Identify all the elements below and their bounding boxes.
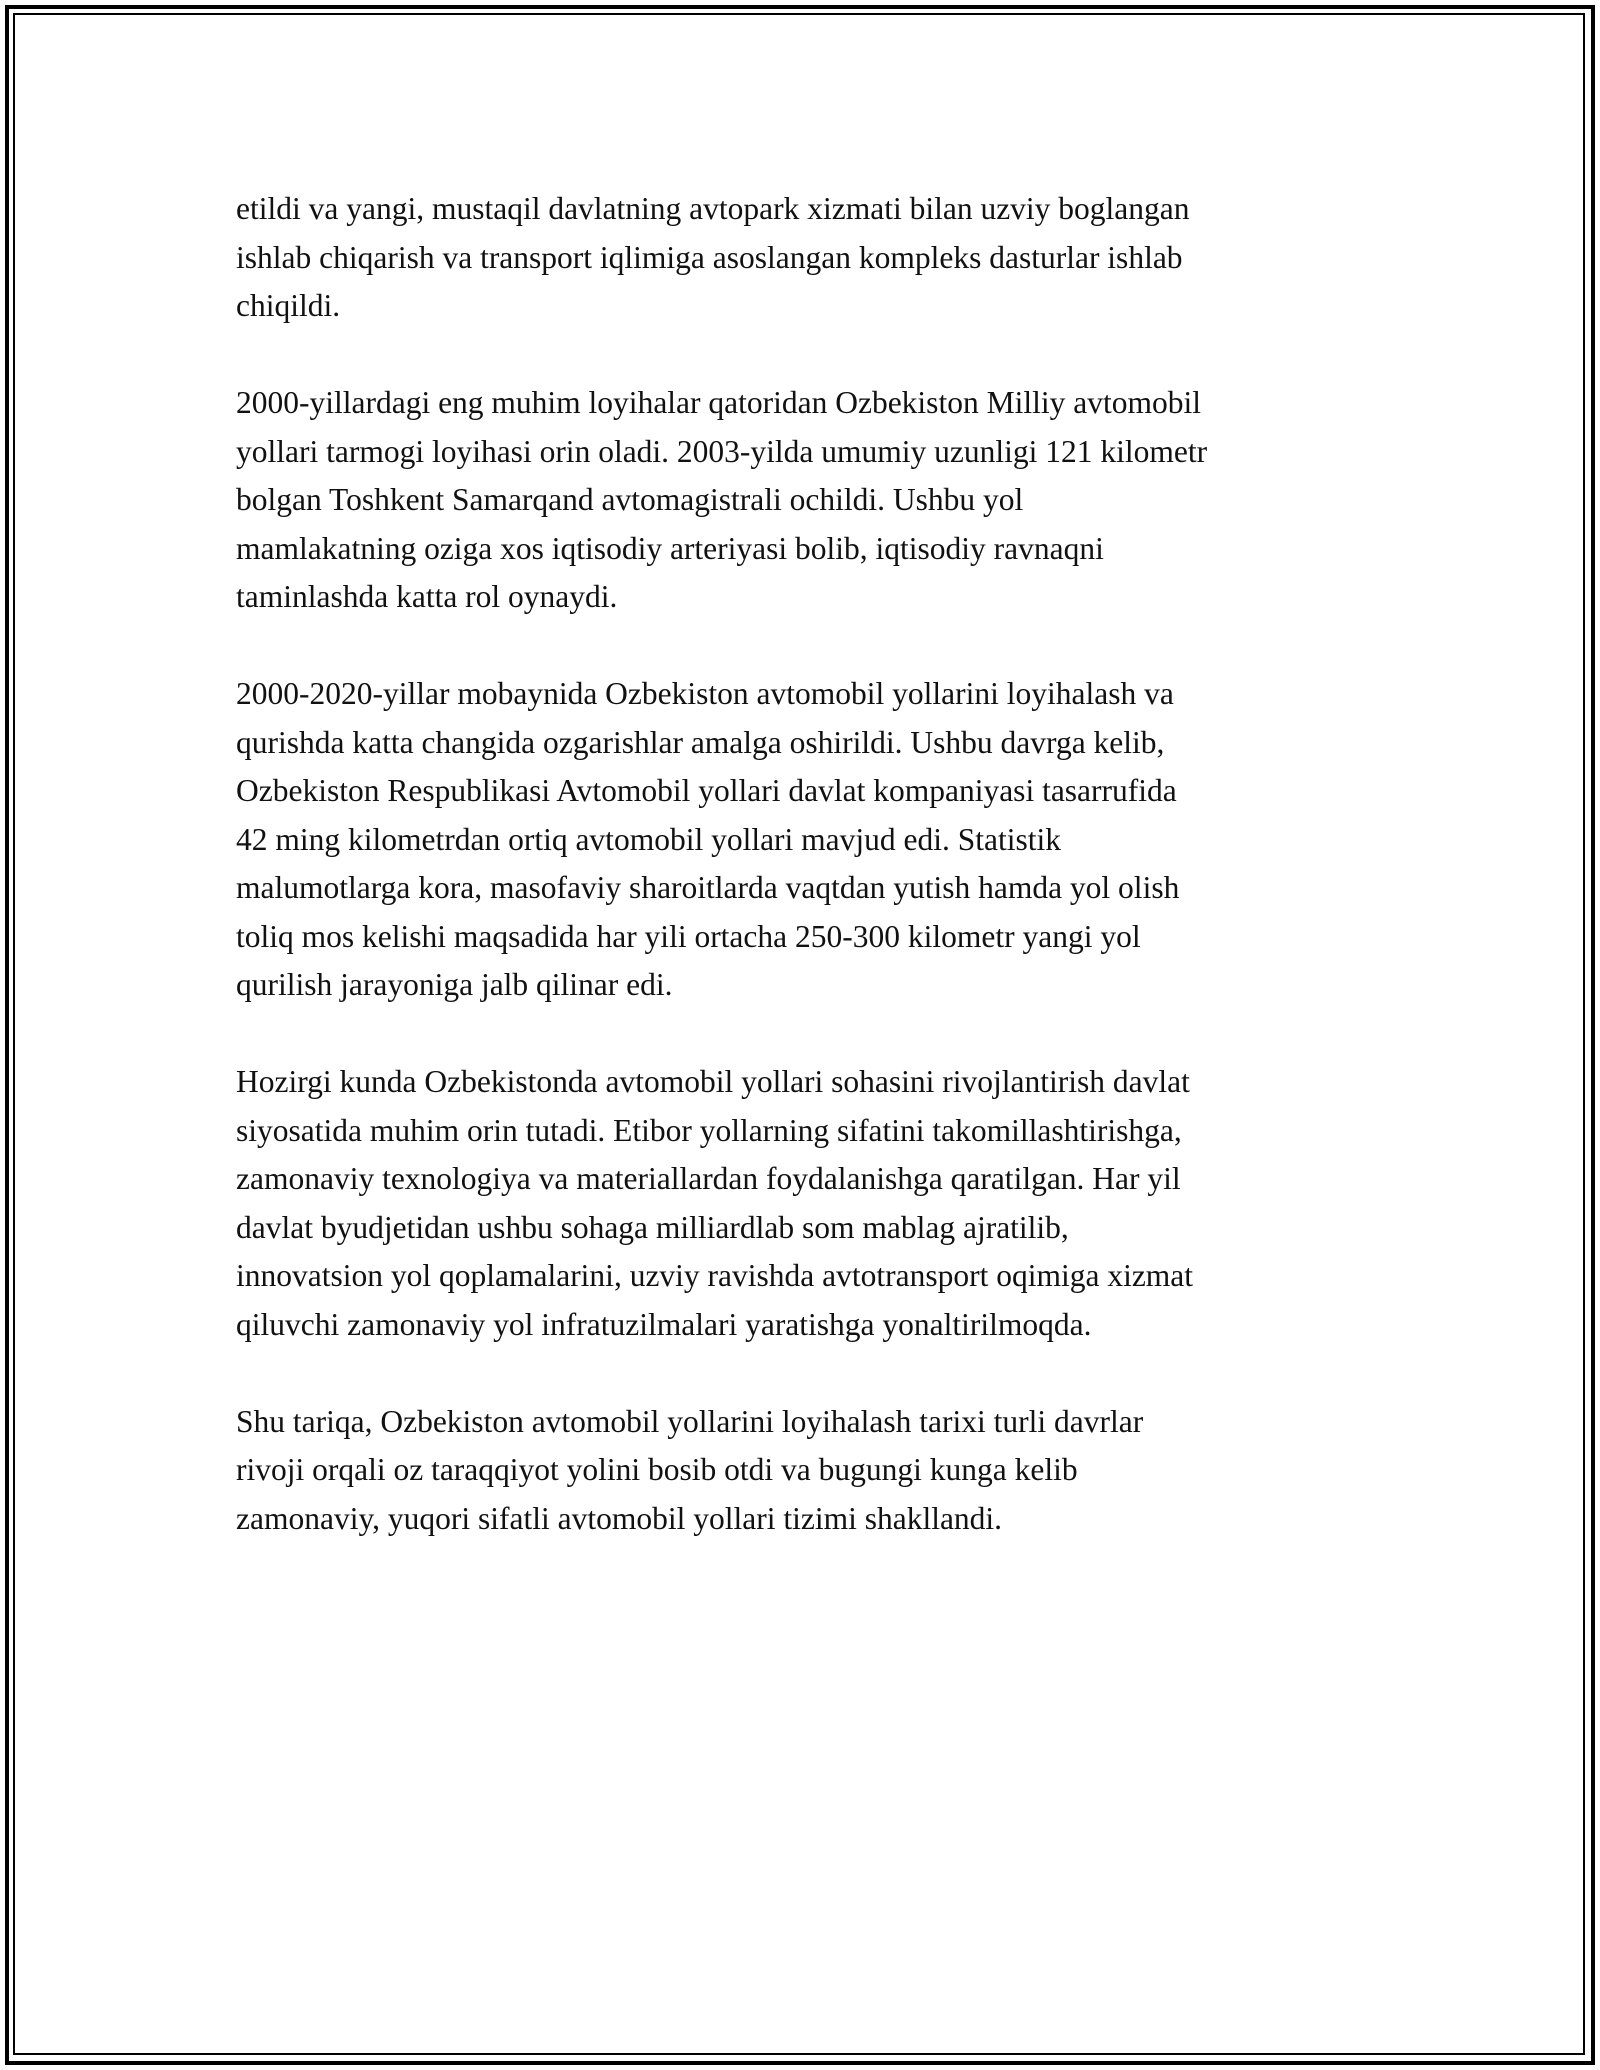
paragraph-2: 2000-yillardagi eng muhim loyihalar qatoridan Ozbekiston Milliy avtomobil yollari tarmogi loyihasi orin oladi. 2003-yilda umumiy uzunligi 121 kilometr bolgan Toshkent Samarqand avtomagistrali ochildi. Ushbu yol mamlakatning oziga xos iqtisodiy arteriyasi bolib, iqtisodiy ravnaqni taminlashda katta rol oynaydi. bbox=[236, 385, 1208, 614]
paragraph-5: Shu tariqa, Ozbekiston avtomobil yollarini loyihalash tarixi turli davrlar rivoji orqali oz taraqqiyot yolini bosib otdi va bugungi kunga kelib zamonaviy, yuqori sifatli avtomobil yollari tizimi shakllandi. bbox=[236, 1403, 1144, 1536]
document-body bbox=[236, 185, 1386, 1592]
paragraph-4: Hozirgi kunda Ozbekistonda avtomobil yollari sohasini rivojlantirish davlat siyosatida muhim orin tutadi. Etibor yollarning sifatini takomillashtirishga, zamonaviy texnologiya va materiallardan foydalanishga qaratilgan. Har yil davlat byudjetidan ushbu sohaga milliardlab som mablag ajratilib, innovatsion yol qoplamalarini, uzviy ravishda avtotransport oqimiga xizmat qiluvchi zamonaviy yol infratuzilmalari yaratishga yonaltirilmoqda. bbox=[236, 1064, 1194, 1342]
paragraph-3: 2000-2020-yillar mobaynida Ozbekiston avtomobil yollarini loyihalash va qurishda katta changida ozgarishlar amalga oshirildi. Ushbu davrga kelib, Ozbekiston Respublikasi Avtomobil yollari davlat kompaniyasi tasarrufida 42 ming kilometrdan ortiq avtomobil yollari mavjud edi. Statistik malumotlarga kora, masofaviy sharoitlarda vaqtdan yutish hamda yol olish toliq mos kelishi maqsadida har yili ortacha 250-300 kilometr yangi yol qurilish jarayoniga jalb qilinar edi. bbox=[236, 676, 1180, 1002]
paragraph-1: etildi va yangi, mustaqil davlatning avtopark xizmati bilan uzviy boglangan ishlab chiqarish va transport iqlimiga asoslangan kompleks dasturlar ishlab chiqildi. bbox=[236, 191, 1190, 323]
